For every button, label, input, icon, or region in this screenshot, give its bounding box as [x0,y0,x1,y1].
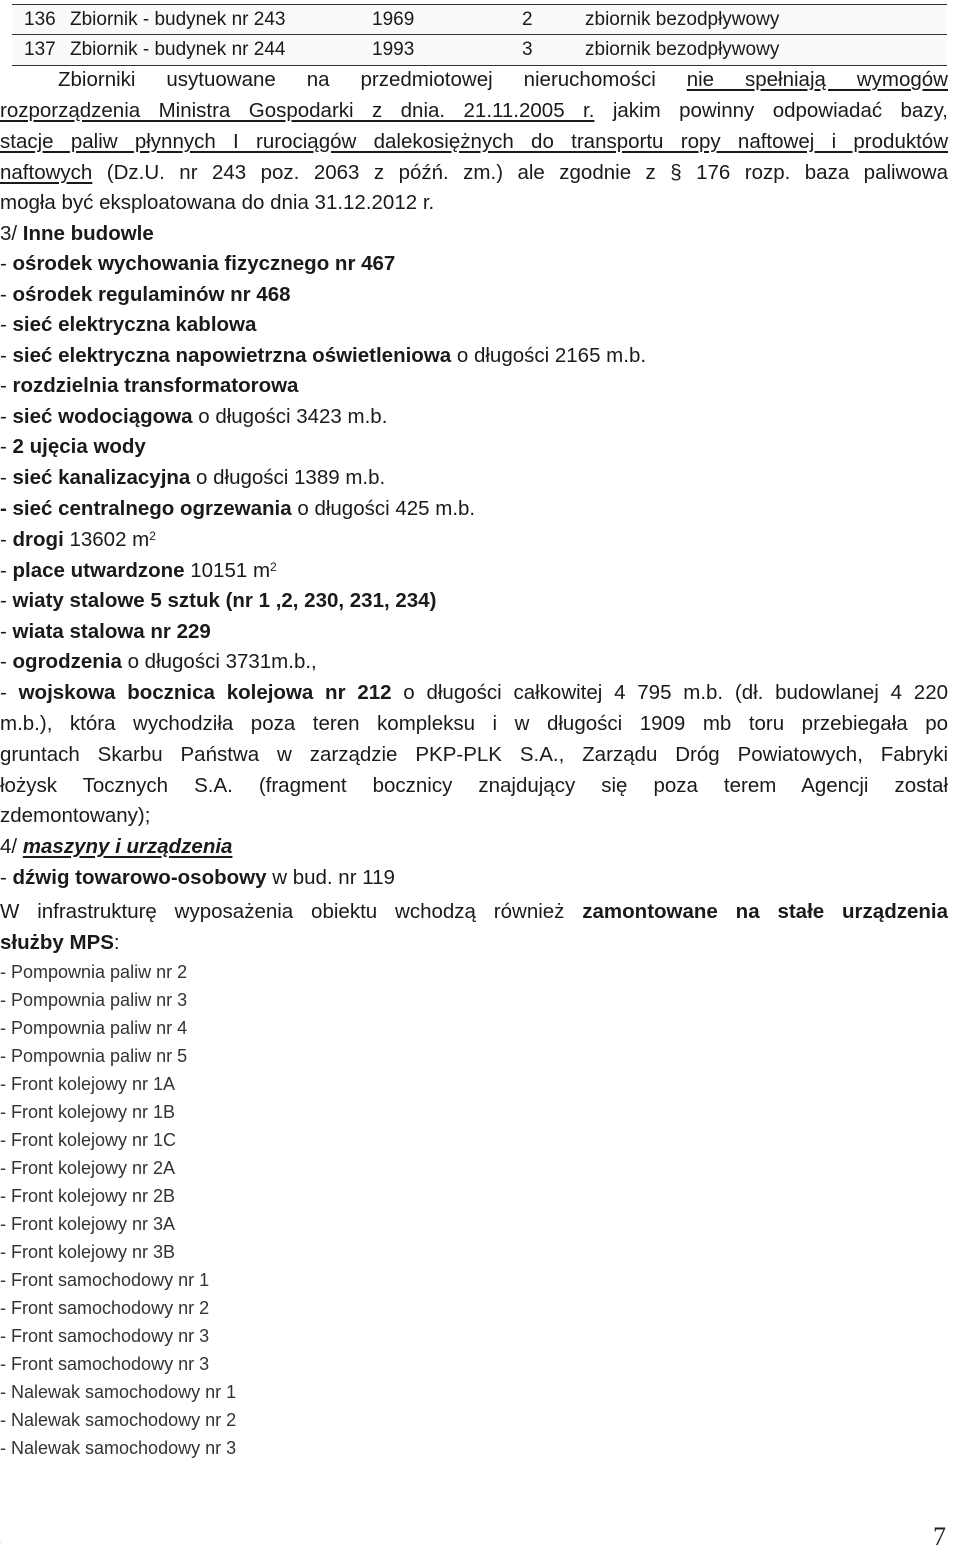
mps-item: - Front kolejowy nr 3A [0,1214,176,1234]
mps-item: - Front samochodowy nr 2 [0,1298,210,1318]
mps-intro-line: W infrastrukturę wyposażenia obiektu wchodzą również zamontowane na stałe urządzenia [0,900,948,923]
row-count: 2 [522,9,533,30]
mps-item: - Front kolejowy nr 3B [0,1242,176,1262]
mps-item: - Pompownia paliw nr 3 [0,990,188,1010]
list-item: - drogi 13602 $m^2$ [0,528,156,551]
siding-line: łożysk Tocznych S.A. (fragment bocznicy znajdujący się poza terem Agencji został [0,774,948,797]
mps-item: - Front samochodowy nr 3 [0,1354,210,1374]
mps-item: - Pompownia paliw nr 2 [0,962,188,982]
mps-item: - Front kolejowy nr 2B [0,1186,176,1206]
section-heading: 3/ Inne budowle [0,222,154,245]
mps-item: - Nalewak samochodowy nr 2 [0,1410,237,1430]
list-item: - sieć elektryczna napowietrzna oświetleniowa o długości 2165 m.b. [0,344,647,367]
list-item: - wiaty stalowe 5 sztuk (nr 1 ,2, 230, 231, 234) [0,589,437,612]
page-number: 7 [933,1522,946,1551]
list-item: - sieć elektryczna kablowa [0,313,257,336]
row-name: Zbiornik - budynek nr 244 [70,39,286,60]
mps-item: - Nalewak samochodowy nr 1 [0,1382,237,1402]
list-item: - ogrodzenia o długości 3731m.b., [0,650,317,673]
list-item: - ośrodek regulaminów nr 468 [0,283,291,306]
list-item: - ośrodek wychowania fizycznego nr 467 [0,252,396,275]
regulation-line: rozporządzenia Ministra Gospodarki z dnia. 21.11.2005 r. jakim powinny odpowiadać bazy, [0,99,948,122]
siding-line: - wojskowa bocznica kolejowa nr 212 o długości całkowitej 4 795 m.b. (dł. budowlanej 4 220 [0,681,948,704]
row-number: 136 [24,9,56,30]
list-item: - wiata stalowa nr 229 [0,620,211,643]
regulation-line: stacje paliw płynnych I rurociągów dalekosiężnych do transportu ropy naftowej i produktów [0,130,948,153]
row-type: zbiornik bezodpływowy [585,39,780,60]
page-mark: . [0,1536,3,1545]
list-item: - rozdzielnia transformatorowa [0,374,299,397]
siding-line: gruntach Skarbu Państwa w zarządzie PKP-PLK S.A., Zarządu Dróg Powiatowych, Fabryki [0,743,948,766]
siding-line: zdemontowany); [0,804,151,827]
siding-line: m.b.), która wychodziła poza teren kompleksu i w długości 1909 mb toru przebiegała po [0,712,948,735]
regulation-line: naftowych (Dz.U. nr 243 poz. 2063 z późń. zm.) ale zgodnie z § 176 rozp. baza paliwowa [0,161,948,184]
mps-item: - Nalewak samochodowy nr 3 [0,1438,237,1458]
mps-item: - Front kolejowy nr 2A [0,1158,176,1178]
mps-item: - Pompownia paliw nr 5 [0,1046,188,1066]
mps-item: - Front samochodowy nr 3 [0,1326,210,1346]
list-item: - sieć centralnego ogrzewania o długości 425 m.b. [0,497,476,520]
list-item: - sieć wodociągowa o długości 3423 m.b. [0,405,388,428]
list-item: - dźwig towarowo-osobowy w bud. nr 119 [0,866,395,889]
row-count: 3 [522,39,533,60]
row-year: 1969 [372,9,415,30]
mps-item: - Front kolejowy nr 1B [0,1102,176,1122]
list-item: - sieć kanalizacyjna o długości 1389 m.b. [0,466,386,489]
table-row [12,34,947,66]
regulation-line: Zbiorniki usytuowane na przedmiotowej nieruchomości nie spełniają wymogów [58,68,948,91]
mps-intro-line: służby MPS: [0,931,120,954]
row-number: 137 [24,39,56,60]
mps-item: - Pompownia paliw nr 4 [0,1018,188,1038]
row-name: Zbiornik - budynek nr 243 [70,9,286,30]
row-type: zbiornik bezodpływowy [585,9,780,30]
regulation-line: mogła być eksploatowana do dnia 31.12.2012 r. [0,191,435,214]
mps-item: - Front samochodowy nr 1 [0,1270,210,1290]
section-heading: 4/ maszyny i urządzenia [0,835,233,858]
list-item: - place utwardzone 10151 $m^2$ [0,559,277,582]
table-row [12,4,947,36]
list-item: - 2 ujęcia wody [0,435,146,458]
mps-item: - Front kolejowy nr 1C [0,1130,177,1150]
row-year: 1993 [372,39,415,60]
mps-item: - Front kolejowy nr 1A [0,1074,176,1094]
